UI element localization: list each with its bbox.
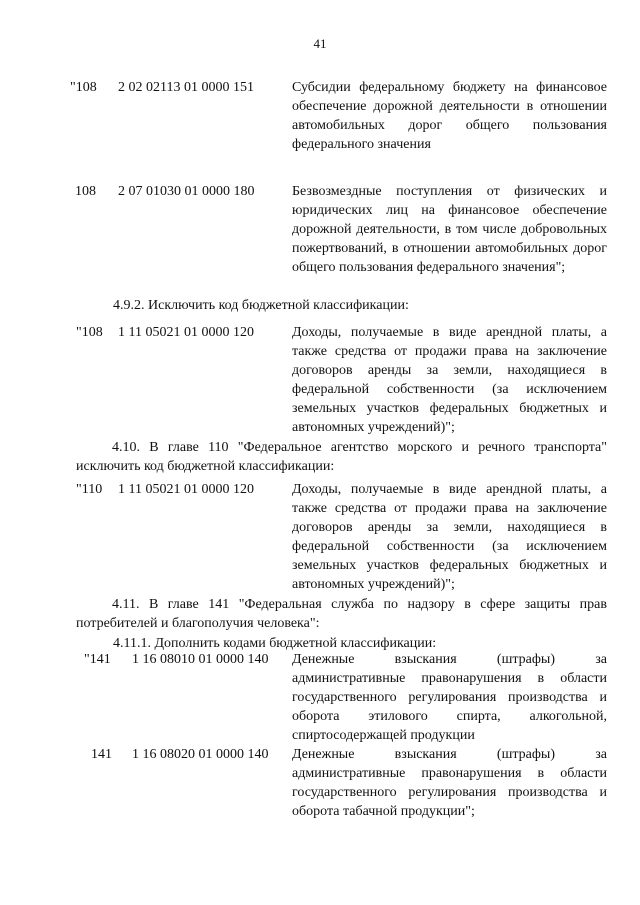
item-4-11-text: 4.11. В главе 141 "Федеральная служба по надзору в сфере защиты прав потребителей и благополучия человека": [76,597,607,631]
code-description: Денежные взыскания (штрафы) за административные правонарушения в области государственного регулирования производства и оборота этилового спирта, алкогольной, спиртосодержащей продукции [292,652,607,743]
page-number: 41 [313,36,327,51]
classification-code: 1 16 08020 01 0000 140 [132,747,269,762]
chapter-code: "110 [76,482,103,497]
chapter-code: 108 [75,184,96,199]
classification-code: 1 11 05021 01 0000 120 [118,482,254,497]
item-4-10-paragraph [76,438,607,476]
classification-code: 1 11 05021 01 0000 120 [118,325,254,340]
item-4-11-paragraph [76,595,607,633]
classification-code: 1 16 08010 01 0000 140 [132,652,269,667]
item-4-9-2-heading: 4.9.2. Исключить код бюджетной классификации: [113,298,409,313]
code-description: Безвозмездные поступления от физических и юридических лиц на финансовое обеспечение дорожной деятельности, в том числе добровольных пожертвований, в отношении автомобильных дорог общего пользования федерального значения"; [292,184,607,275]
classification-code: 2 02 02113 01 0000 151 [118,80,254,95]
chapter-code: "141 [84,652,111,667]
chapter-code: 141 [91,747,112,762]
chapter-code: "108 [76,325,103,340]
code-description: Денежные взыскания (штрафы) за административные правонарушения в области государственного регулирования производства и оборота табачной продукции"; [292,747,607,819]
code-description: Доходы, получаемые в виде арендной платы, а также средства от продажи права на заключение договоров аренды за земли, находящиеся в федеральной собственности (за исключением земельных участков федеральных бюджетных и автономных учреждений)"; [292,325,607,435]
item-4-11-1-heading: 4.11.1. Дополнить кодами бюджетной классификации: [113,636,437,651]
item-4-10-text: 4.10. В главе 110 "Федеральное агентство морского и речного транспорта" исключить код бюджетной классификации: [76,440,607,474]
classification-code: 2 07 01030 01 0000 180 [118,184,255,199]
code-description: Доходы, получаемые в виде арендной платы, а также средства от продажи права на заключение договоров аренды за земли, находящиеся в федеральной собственности (за исключением земельных участков федеральных бюджетных и автономных учреждений)"; [292,482,607,592]
chapter-code: "108 [70,80,97,95]
code-description: Субсидии федеральному бюджету на финансовое обеспечение дорожной деятельности в отношении автомобильных дорог общего пользования федерального значения [292,80,607,152]
